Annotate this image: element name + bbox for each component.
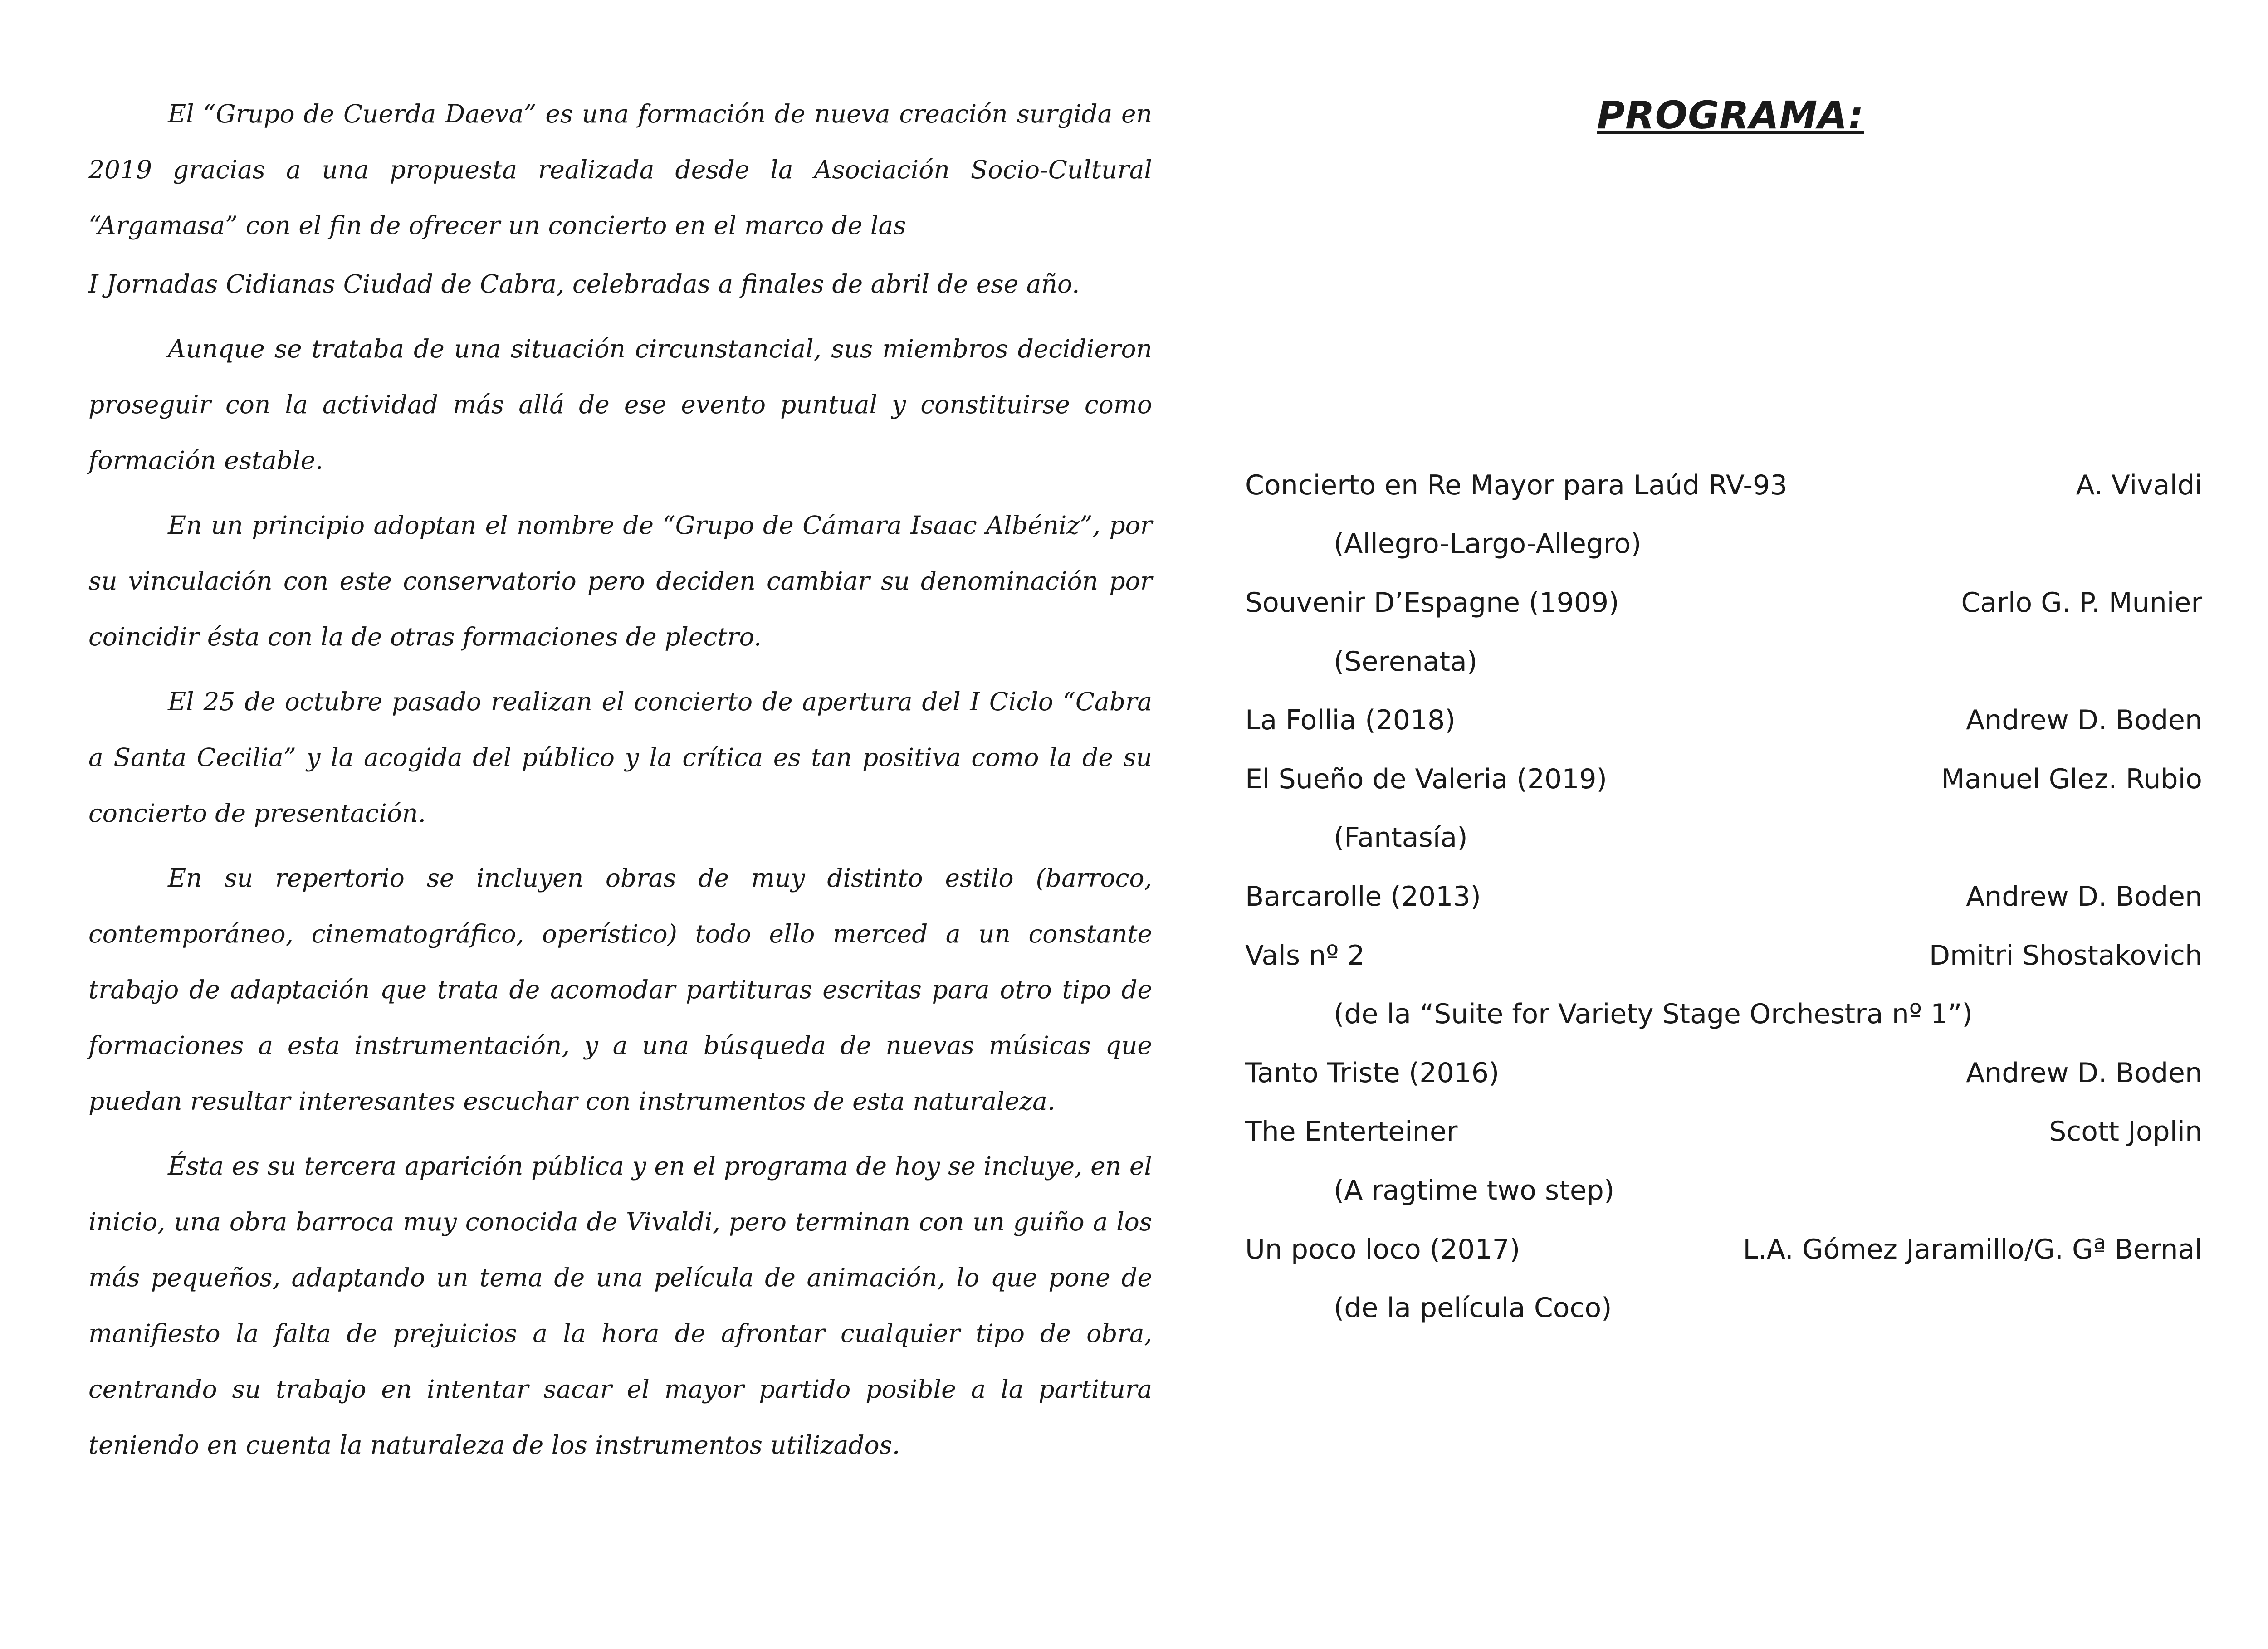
work-title: El Sueño de Valeria (2019) (1245, 763, 1607, 795)
work-title: Concierto en Re Mayor para Laúd RV-93 (1245, 469, 1788, 501)
program-item (1245, 1044, 2202, 1103)
work-title: La Follia (2018) (1245, 704, 1456, 737)
composer: Manuel Glez. Rubio (1941, 763, 2202, 795)
program-item (1245, 573, 2202, 632)
work-title: The Enterteiner (1245, 1116, 1458, 1148)
program-list (1245, 456, 2202, 1337)
work-title: Barcarolle (2013) (1245, 880, 1481, 912)
program-item (1245, 1220, 2202, 1279)
work-subtitle: (de la “Suite for Variety Stage Orchestra nº 1”) (1334, 998, 1973, 1030)
composer: Scott Joplin (2049, 1116, 2202, 1148)
composer: Andrew D. Boden (1966, 880, 2202, 912)
bio-paragraph: En un principio adoptan el nombre de “Grupo de Cámara Isaac Albéniz”, por su vinculación con este conservatorio pero deciden cambiar su denominación por coincidir ésta con la de otras formaciones de plectro. (88, 511, 1152, 651)
composer: Andrew D. Boden (1966, 704, 2202, 737)
ensemble-biography (88, 86, 1152, 1482)
program-title: PROGRAMA: (1597, 93, 1864, 137)
work-subtitle: (A ragtime two step) (1334, 1174, 1615, 1206)
program-item (1245, 926, 2202, 985)
bio-paragraph: I Jornadas Cidianas Ciudad de Cabra, celebradas a finales de abril de ese año. (88, 269, 1080, 298)
work-subtitle: (de la película Coco) (1334, 1292, 1612, 1324)
program-item (1245, 691, 2202, 750)
work-subtitle: (Allegro-Largo-Allegro) (1334, 528, 1642, 560)
work-title: Tanto Triste (2016) (1245, 1057, 1500, 1089)
bio-paragraph: Aunque se trataba de una situación circunstancial, sus miembros decidieron proseguir con la actividad más allá de ese evento puntual y constituirse como formación estable. (88, 334, 1152, 475)
bio-paragraph: El 25 de octubre pasado realizan el concierto de apertura del I Ciclo “Cabra a Santa Cecilia” y la acogida del público y la crítica es tan positiva como la de su concierto de presentación. (88, 687, 1152, 828)
work-subtitle: (Serenata) (1334, 645, 1478, 678)
work-title: Vals nº 2 (1245, 939, 1365, 971)
work-title: Souvenir D’Espagne (1909) (1245, 586, 1619, 619)
composer: Carlo G. P. Munier (1961, 586, 2202, 619)
program-item (1245, 750, 2202, 809)
composer: L.A. Gómez Jaramillo/G. Gª Bernal (1743, 1233, 2202, 1265)
composer: Andrew D. Boden (1966, 1057, 2202, 1089)
work-subtitle: (Fantasía) (1334, 822, 1468, 854)
work-title: Un poco loco (2017) (1245, 1233, 1520, 1265)
composer: A. Vivaldi (2076, 469, 2202, 501)
bio-paragraph: En su repertorio se incluyen obras de muy distinto estilo (barroco, contemporáneo, cinematográfico, operístico) todo ello merced a un constante trabajo de adaptación que trata de acomodar partituras escritas para otro tipo de formaciones a esta instrumentación, y a una búsqueda de nuevas músicas que puedan resultar interesantes escuchar con instrumentos de esta naturaleza. (88, 864, 1152, 1116)
program-item (1245, 456, 2202, 515)
program-item (1245, 867, 2202, 926)
composer: Dmitri Shostakovich (1929, 939, 2202, 971)
program-item (1245, 1103, 2202, 1161)
bio-paragraph: El “Grupo de Cuerda Daeva” es una formación de nueva creación surgida en 2019 gracias a una propuesta realizada desde la Asociación Socio-Cultural “Argamasa” con el fin de ofrecer un concierto en el marco de las (88, 99, 1152, 240)
bio-paragraph: Ésta es su tercera aparición pública y en el programa de hoy se incluye, en el inicio, una obra barroca muy conocida de Vivaldi, pero terminan con un guiño a los más pequeños, adaptando un tema de una película de animación, lo que pone de manifiesto la falta de prejuicios a la hora de afrontar cualquier tipo de obra, centrando su trabajo en intentar sacar el mayor partido posible a la partitura teniendo en cuenta la naturaleza de los instrumentos utilizados. (88, 1151, 1152, 1459)
